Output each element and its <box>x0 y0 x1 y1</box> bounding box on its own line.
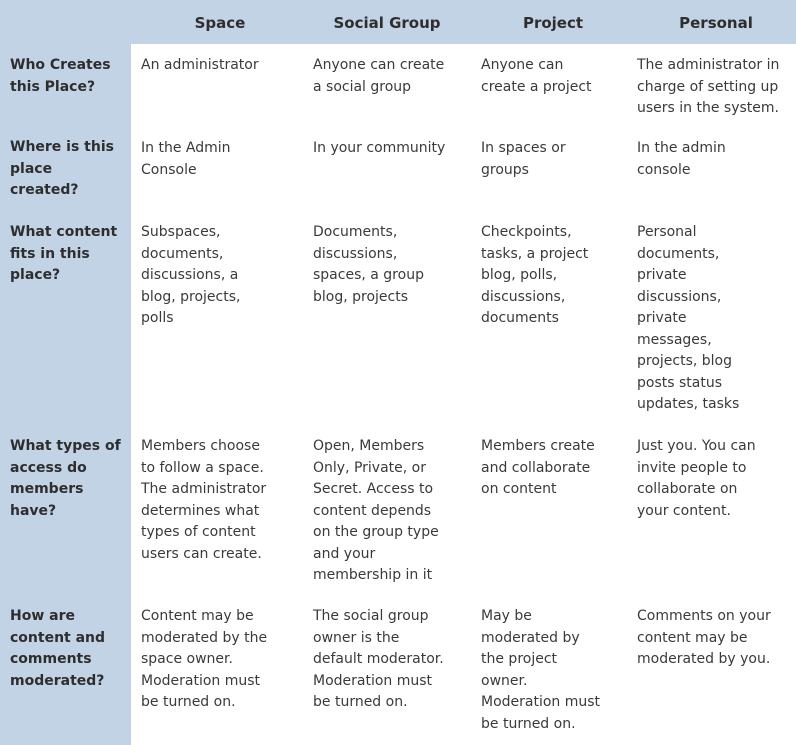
table-cell: In spaces or groups <box>481 140 566 178</box>
row-header-what-content: What content fits in this place? <box>10 224 118 283</box>
column-header-project: Project <box>522 14 584 32</box>
table-cell: In your community <box>313 140 446 156</box>
row-header-moderation: How are content and comments moderated? <box>10 608 106 689</box>
row-header-access-types: What types of access do members have? <box>10 438 121 519</box>
table-cell: Open, Members Only, Private, or Secret. Access to content depends on the group type and your membership in it <box>313 438 439 583</box>
row-header-who-creates: Who Creates this Place? <box>10 57 111 95</box>
table-cell: Just you. You can invite people to collaborate on your content. <box>637 438 756 519</box>
table-cell: Personal documents, private discussions, private messages, projects, blog posts status updates, tasks <box>637 224 740 412</box>
table-cell: Subspaces, documents, discussions, a blog, projects, polls <box>141 224 241 326</box>
column-header-space: Space <box>194 14 246 32</box>
table-cell: Comments on your content may be moderated by you. <box>637 608 771 667</box>
table-cell: Documents, discussions, spaces, a group blog, projects <box>313 224 424 305</box>
table-cell: The social group owner is the default moderator. Moderation must be turned on. <box>313 608 444 710</box>
table-cell: Checkpoints, tasks, a project blog, polls, discussions, documents <box>481 224 589 326</box>
table-cell: The administrator in charge of setting up users in the system. <box>637 57 780 116</box>
column-header-personal: Personal <box>679 14 753 32</box>
table-cell: May be moderated by the project owner. Moderation must be turned on. <box>481 608 601 732</box>
table-cell: An administrator <box>141 57 259 73</box>
table-cell: Members create and collaborate on content <box>481 438 595 497</box>
table-cell: Anyone can create a project <box>481 57 592 95</box>
column-header-social-group: Social Group <box>333 14 441 32</box>
table-cell: Members choose to follow a space. The administrator determines what types of content users can create. <box>141 438 267 562</box>
table-cell: In the admin console <box>637 140 726 178</box>
table-cell: Content may be moderated by the space owner. Moderation must be turned on. <box>141 608 268 710</box>
table-cell: In the Admin Console <box>141 140 231 178</box>
row-header-where-created: Where is this place created? <box>10 139 114 198</box>
table-cell: Anyone can create a social group <box>313 57 445 95</box>
